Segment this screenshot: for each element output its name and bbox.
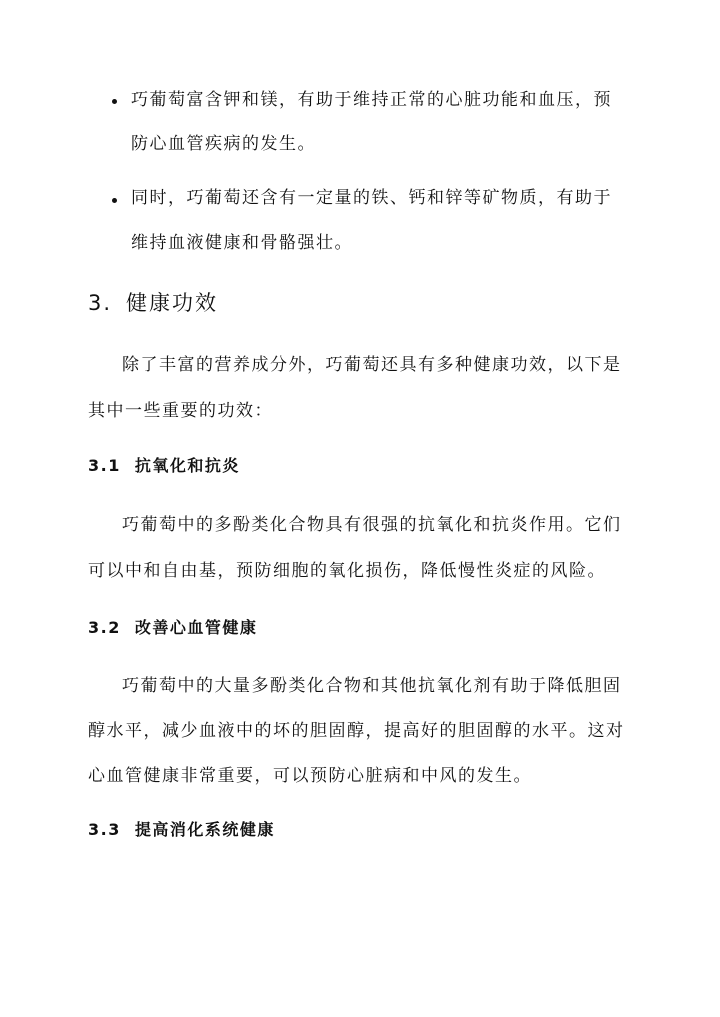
subsection-heading-3-1 xyxy=(88,455,240,477)
bullet-1-line-2: 防心血管疾病的发生。 xyxy=(131,134,316,154)
subsection-heading-3-3 xyxy=(88,819,275,841)
bullet-2-line-2: 维持血液健康和骨骼强壮。 xyxy=(131,233,353,253)
bullet-2-line-1: 同时，巧葡萄还含有一定量的铁、钙和锌等矿物质，有助于 xyxy=(131,188,612,208)
subsection-title: 改善心血管健康 xyxy=(134,618,258,637)
sub32-line-1: 巧葡萄中的大量多酚类化合物和其他抗氧化剂有助于降低胆固 xyxy=(122,676,622,696)
sub31-line-1: 巧葡萄中的多酚类化合物具有很强的抗氧化和抗炎作用。它们 xyxy=(122,515,622,535)
subsection-title: 抗氧化和抗炎 xyxy=(134,456,240,475)
bullet-point xyxy=(112,99,117,104)
section-title: 健康功效 xyxy=(126,291,219,315)
intro-line-2: 其中一些重要的功效： xyxy=(88,401,273,421)
sub32-line-2: 醇水平，减少血液中的坏的胆固醇，提高好的胆固醇的水平。这对 xyxy=(88,721,625,741)
subsection-number: 3.1 xyxy=(88,456,121,475)
intro-line-1: 除了丰富的营养成分外，巧葡萄还具有多种健康功效，以下是 xyxy=(122,355,622,375)
section-number: 3. xyxy=(88,291,113,315)
subsection-heading-3-2 xyxy=(88,617,257,639)
bullet-point xyxy=(112,198,117,203)
bullet-1-line-1: 巧葡萄富含钾和镁，有助于维持正常的心脏功能和血压，预 xyxy=(131,90,612,110)
sub31-line-2: 可以中和自由基，预防细胞的氧化损伤，降低慢性炎症的风险。 xyxy=(88,561,606,581)
sub32-line-3: 心血管健康非常重要，可以预防心脏病和中风的发生。 xyxy=(88,766,532,786)
subsection-number: 3.2 xyxy=(88,618,121,637)
subsection-number: 3.3 xyxy=(88,820,121,839)
section-heading xyxy=(88,290,218,316)
subsection-title: 提高消化系统健康 xyxy=(134,820,275,839)
